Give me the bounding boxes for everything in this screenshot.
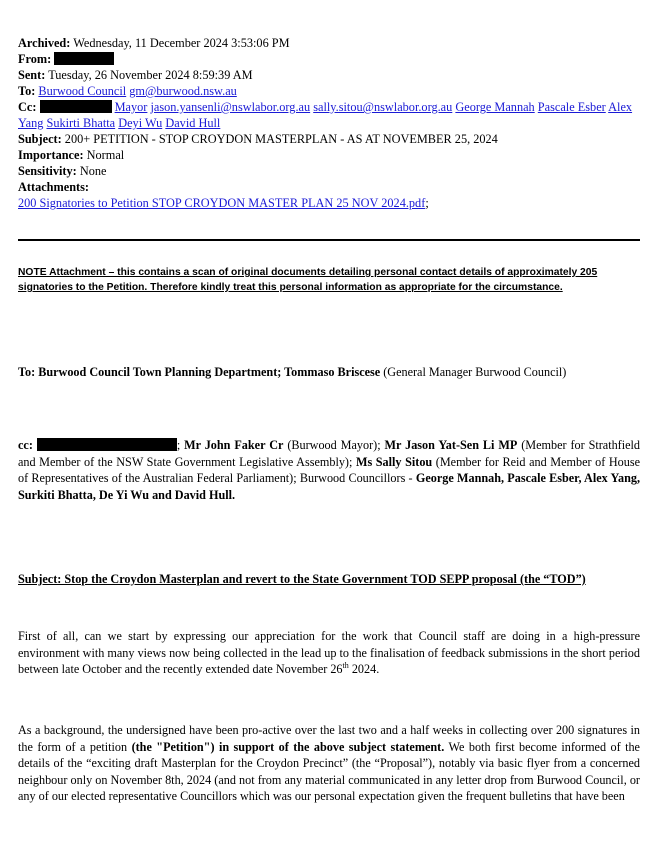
- attachments-line: 200 Signatories to Petition STOP CROYDON MASTER PLAN 25 NOV 2024.pdf;: [18, 196, 429, 210]
- to-link-gm-email[interactable]: gm@burwood.nsw.au: [129, 84, 237, 98]
- cc-paragraph: cc: ; Mr John Faker Cr (Burwood Mayor); Mr Jason Yat-Sen Li MP (Member for Strathfield and Member of the NSW State Government Legislative Assembly); Ms Sally Sitou (Member for Reid and Member of House of Representatives of the Australian Federal Parliament); Burwood Councillors - George Mannah, Pascale Esber, Alex Yang, Surkiti Bhatta, De Yi Wu and David Hull.: [18, 438, 641, 502]
- background-paragraph: As a background, the undersigned have been pro-active over the last two and a half weeks in collecting over 200 signatures in the form of a petition (the "Petition") in support of the above subject statement. We both first become informed of the details of the “exciting draft Masterplan for the Croydon Precinct” (the “Proposal”), notably via basic flyer from a concerned neighbour only on November 8th, 2024 (and not from any material communicated in any letter drop from Burwood Council, or any of our elected representative Councillors which was our personal expectation given the frequent bulletins that have been: [18, 723, 640, 803]
- attachment-link[interactable]: 200 Signatories to Petition STOP CROYDON MASTER PLAN 25 NOV 2024.pdf: [18, 196, 426, 210]
- cc-link-mayor[interactable]: Mayor: [114, 100, 148, 114]
- cc-link-sukirti-bhatta[interactable]: Sukirti Bhatta: [46, 116, 116, 130]
- cc-link-yang[interactable]: Yang: [18, 116, 44, 130]
- cc-link-david-hull[interactable]: David Hull: [165, 116, 221, 130]
- attachments-label-line: Attachments:: [18, 180, 90, 194]
- redacted-block: [37, 438, 177, 451]
- cc-link-sally-email[interactable]: sally.sitou@nswlabor.org.au: [313, 100, 453, 114]
- cc-link-alex[interactable]: Alex: [608, 100, 633, 114]
- from-line: From:: [18, 51, 642, 67]
- cc-link-george-mannah[interactable]: George Mannah: [455, 100, 535, 114]
- to-line: To: Burwood Council gm@burwood.nsw.au: [18, 84, 237, 98]
- cc-line-continued: [18, 115, 642, 131]
- redacted-block: [54, 52, 114, 65]
- to-link-burwood-council[interactable]: Burwood Council: [38, 84, 127, 98]
- subject-header-line: Subject: 200+ PETITION - STOP CROYDON MASTERPLAN - AS AT NOVEMBER 25, 2024: [18, 132, 498, 146]
- intro-paragraph: First of all, can we start by expressing our appreciation for the work that Council staff are doing in a high-pressure environment with many views now being collected in the lead up to the finalisation of feedback submissions in the short period between late October and the recently extended date November 26th 2024.: [18, 629, 640, 676]
- subject-paragraph: Subject: Stop the Croydon Masterplan and revert to the State Government TOD SEPP proposal (the “TOD”): [18, 572, 586, 586]
- sensitivity-line: Sensitivity: None: [18, 164, 107, 178]
- attachment-note: NOTE Attachment – this contains a scan of original documents detailing personal contact details of approximately 205 signatories to the Petition. Therefore kindly treat this personal information as appropriate for the circumstance.: [18, 267, 598, 293]
- header-divider: [18, 239, 640, 241]
- sent-line: Sent: Tuesday, 26 November 2024 8:59:39 AM: [18, 68, 253, 82]
- importance-line: Importance: Normal: [18, 148, 125, 162]
- cc-link-jason-email[interactable]: jason.yansenli@nswlabor.org.au: [150, 100, 311, 114]
- cc-link-pascale-esber[interactable]: Pascale Esber: [537, 100, 606, 114]
- archived-line: Archived: Wednesday, 11 December 2024 3:53:06 PM: [18, 36, 290, 50]
- cc-line: Cc: Mayor jason.yansenli@nswlabor.org.au sally.sitou@nswlabor.org.au George Mannah Pascale Esber Alex: [18, 100, 633, 114]
- cc-link-deyi-wu[interactable]: Deyi Wu: [118, 116, 163, 130]
- redacted-block: [40, 100, 112, 113]
- addressee-line: To: Burwood Council Town Planning Department; Tommaso Briscese (General Manager Burwood Council): [18, 365, 567, 379]
